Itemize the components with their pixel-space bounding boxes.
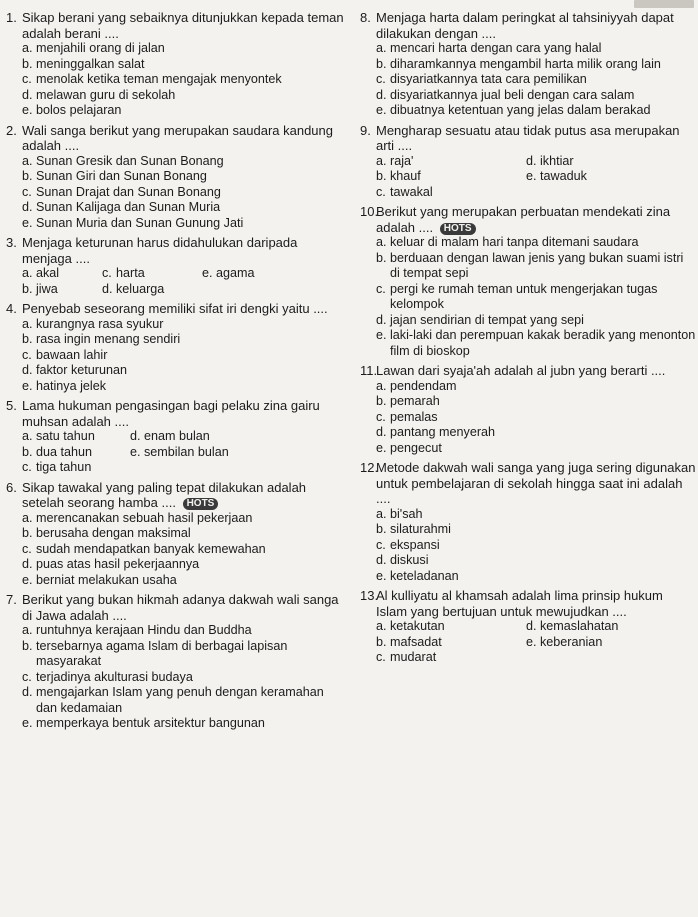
option-text: rasa ingin menang sendiri	[36, 332, 181, 346]
option-text: silaturahmi	[390, 522, 451, 536]
option-text: ketakutan	[390, 619, 445, 633]
option-letter: e.	[22, 572, 33, 587]
answer-option[interactable]	[376, 169, 526, 185]
option-letter: e.	[526, 169, 537, 183]
answer-option[interactable]	[130, 429, 280, 445]
option-letter: c.	[376, 409, 386, 424]
answer-option[interactable]	[526, 169, 626, 185]
option-text: ekspansi	[390, 537, 440, 552]
option-letter: d.	[22, 363, 33, 377]
answer-options	[360, 507, 696, 585]
option-row	[376, 185, 696, 201]
question-stem	[360, 363, 696, 379]
answer-option[interactable]	[526, 635, 646, 651]
question-number: 12.	[360, 460, 379, 475]
option-text: bi'sah	[390, 506, 423, 521]
option-text: pendendam	[390, 378, 457, 393]
option-text: ikhtiar	[540, 153, 574, 168]
option-letter: c.	[22, 72, 32, 86]
question-stem	[6, 235, 346, 266]
question-number: 2.	[6, 122, 17, 138]
option-text: khauf	[390, 169, 421, 183]
option-letter: a.	[22, 153, 33, 168]
option-letter: a.	[376, 619, 387, 633]
question-text-wrap	[376, 10, 696, 41]
answer-option[interactable]	[22, 72, 346, 88]
option-letter: d.	[22, 87, 33, 102]
answer-option[interactable]	[102, 282, 202, 298]
option-row	[22, 266, 346, 282]
option-text: raja'	[390, 153, 414, 168]
answer-option[interactable]	[376, 650, 526, 666]
answer-option[interactable]	[22, 670, 346, 686]
option-letter: b.	[22, 638, 33, 653]
answer-option[interactable]	[22, 511, 346, 527]
option-letter: e.	[22, 103, 33, 117]
answer-option[interactable]	[376, 538, 696, 554]
option-letter: d.	[526, 153, 537, 168]
question-text: Penyebab seseorang memiliki sifat iri dengki yaitu ....	[22, 301, 328, 316]
question-stem	[6, 480, 346, 511]
option-text: kemaslahatan	[540, 619, 619, 633]
answer-options	[360, 379, 696, 457]
answer-option[interactable]	[22, 282, 102, 298]
question-6	[6, 480, 346, 589]
answer-option[interactable]	[376, 635, 526, 651]
answer-option[interactable]	[376, 251, 696, 282]
answer-option[interactable]	[130, 445, 280, 461]
answer-options	[360, 154, 696, 201]
question-text-wrap	[376, 363, 696, 379]
option-text: Sunan Kalijaga dan Sunan Muria	[36, 200, 221, 214]
answer-option[interactable]	[22, 103, 346, 119]
option-letter: d.	[102, 281, 113, 296]
answer-option[interactable]	[376, 569, 696, 585]
answer-option[interactable]	[22, 348, 346, 364]
option-letter: e.	[376, 568, 387, 583]
question-9	[360, 123, 696, 201]
answer-option[interactable]	[22, 557, 346, 573]
left-column	[6, 10, 346, 736]
answer-option[interactable]	[22, 88, 346, 104]
answer-option[interactable]	[22, 573, 346, 589]
option-text: pantang menyerah	[390, 425, 496, 439]
option-text: keluarga	[116, 281, 165, 296]
option-letter: c.	[22, 184, 32, 199]
option-row	[22, 429, 346, 445]
answer-options	[6, 317, 346, 395]
question-text-wrap	[376, 588, 696, 619]
option-text: dua tahun	[36, 444, 93, 459]
question-text-wrap	[22, 398, 346, 429]
answer-option[interactable]	[22, 445, 130, 461]
option-row	[22, 445, 346, 461]
question-stem	[360, 123, 696, 154]
option-text: disyariatkannya jual beli dengan cara salam	[390, 87, 635, 102]
question-7	[6, 592, 346, 732]
answer-option[interactable]	[22, 526, 346, 542]
answer-options	[6, 154, 346, 232]
question-number: 10.	[360, 204, 379, 219]
answer-option[interactable]	[22, 317, 346, 333]
question-stem	[6, 398, 346, 429]
option-text: pengecut	[390, 440, 442, 455]
answer-option[interactable]	[376, 522, 696, 538]
answer-option[interactable]	[22, 169, 346, 185]
option-text: jiwa	[36, 281, 58, 296]
option-text: pemarah	[390, 394, 440, 408]
answer-option[interactable]	[22, 542, 346, 558]
answer-option[interactable]	[22, 460, 130, 476]
option-text: enam bulan	[144, 429, 210, 443]
option-text: harta	[116, 266, 145, 280]
question-11	[360, 363, 696, 456]
option-letter: e.	[526, 634, 537, 649]
question-number: 5.	[6, 398, 17, 413]
option-letter: b.	[376, 56, 387, 71]
question-stem	[360, 10, 696, 41]
answer-options	[360, 41, 696, 119]
answer-options	[6, 623, 346, 732]
option-text: mudarat	[390, 650, 437, 664]
option-text: jajan sendirian di tempat yang sepi	[390, 312, 584, 327]
option-text: terjadinya akulturasi budaya	[36, 669, 193, 684]
question-text: Menjaga harta dalam peringkat al tahsiniyyah dapat dilakukan dengan ....	[376, 10, 674, 41]
option-letter: e.	[376, 103, 387, 117]
answer-option[interactable]	[22, 154, 346, 170]
option-text: Sunan Drajat dan Sunan Bonang	[36, 184, 221, 199]
option-text: berusaha dengan maksimal	[36, 526, 191, 540]
answer-option[interactable]	[202, 266, 292, 282]
question-stem	[6, 592, 346, 623]
question-text: Lawan dari syaja'ah adalah al jubn yang berarti ....	[376, 363, 666, 378]
option-letter: c.	[376, 281, 386, 296]
option-letter: b.	[22, 281, 33, 296]
answer-option[interactable]	[376, 394, 696, 410]
question-text: Berikut yang bukan hikmah adanya dakwah wali sanga di Jawa adalah ....	[22, 592, 339, 623]
answer-option[interactable]	[22, 716, 346, 732]
question-number: 3.	[6, 235, 17, 250]
option-text: tawaduk	[540, 169, 587, 183]
answer-option[interactable]	[376, 72, 696, 88]
answer-option[interactable]	[22, 429, 130, 445]
option-text: diskusi	[390, 553, 429, 567]
option-text: memperkaya bentuk arsitektur bangunan	[36, 716, 265, 730]
option-letter: c.	[22, 347, 32, 362]
option-letter: a.	[22, 316, 33, 331]
option-letter: b.	[22, 444, 33, 459]
option-letter: d.	[130, 429, 141, 443]
question-number: 1.	[6, 10, 17, 25]
option-letter: d.	[376, 425, 387, 439]
option-letter: d.	[22, 557, 33, 571]
question-text: Sikap tawakal yang paling tepat dilakukan adalah setelah seorang hamba ....	[22, 479, 307, 510]
question-text: Al kulliyatu al khamsah adalah lima prinsip hukum Islam yang bertujuan untuk mewujudkan ....	[376, 588, 663, 619]
answer-options	[6, 511, 346, 589]
question-text: Sikap berani yang sebaiknya ditunjukkan kepada teman adalah berani ....	[22, 10, 344, 41]
option-letter: a.	[22, 623, 33, 637]
option-text: Sunan Gresik dan Sunan Bonang	[36, 153, 224, 168]
option-text: diharamkannya mengambil harta milik orang lain	[390, 56, 661, 71]
option-letter: d.	[22, 200, 33, 214]
answer-option[interactable]	[22, 363, 346, 379]
option-text: Sunan Muria dan Sunan Gunung Jati	[36, 215, 244, 230]
question-text-wrap	[22, 592, 346, 623]
option-text: dibuatnya ketentuan yang jelas dalam berakad	[390, 103, 651, 117]
option-row	[22, 460, 346, 476]
answer-option[interactable]	[22, 216, 346, 232]
option-letter: e.	[376, 328, 387, 342]
option-letter: b.	[22, 169, 33, 183]
option-text: Sunan Giri dan Sunan Bonang	[36, 169, 207, 183]
question-stem	[360, 588, 696, 619]
option-text: pergi ke rumah teman untuk mengerjakan tugas kelompok	[390, 281, 658, 311]
option-letter: e.	[22, 716, 33, 730]
option-text: mafsadat	[390, 634, 442, 649]
answer-option[interactable]	[376, 185, 526, 201]
option-letter: c.	[22, 460, 32, 474]
question-stem	[360, 204, 696, 235]
hots-badge: HOTS	[440, 223, 476, 235]
answer-options	[360, 619, 696, 666]
option-text: tersebarnya agama Islam di berbagai lapisan masyarakat	[36, 638, 288, 668]
option-letter: a.	[376, 41, 387, 55]
option-letter: a.	[376, 235, 387, 249]
question-number: 6.	[6, 479, 17, 495]
option-letter: c.	[102, 266, 112, 280]
question-number: 13.	[360, 588, 379, 603]
question-text: Berikut yang merupakan perbuatan mendekati zina adalah ....	[376, 204, 671, 235]
option-text: mengajarkan Islam yang penuh dengan keramahan dan kedamaian	[36, 685, 324, 715]
option-letter: e.	[22, 215, 33, 230]
question-number: 8.	[360, 10, 371, 25]
answer-option[interactable]	[376, 154, 526, 170]
question-3	[6, 235, 346, 297]
answer-option[interactable]	[376, 57, 696, 73]
option-text: hatinya jelek	[36, 378, 107, 393]
answer-option[interactable]	[102, 266, 202, 282]
option-text: bolos pelajaran	[36, 103, 122, 117]
answer-option[interactable]	[376, 425, 696, 441]
question-number: 11.	[360, 363, 378, 378]
answer-option[interactable]	[376, 235, 696, 251]
answer-option[interactable]	[376, 328, 696, 359]
option-text: puas atas hasil pekerjaannya	[36, 557, 200, 571]
question-text: Wali sanga berikut yang merupakan saudara kandung adalah ....	[22, 122, 333, 153]
option-letter: e.	[22, 378, 33, 393]
option-letter: c.	[376, 72, 386, 86]
question-8	[360, 10, 696, 119]
option-text: merencanakan sebuah hasil pekerjaan	[36, 510, 253, 525]
option-letter: e.	[130, 444, 141, 459]
option-letter: b.	[22, 526, 33, 540]
answer-option[interactable]	[526, 154, 626, 170]
option-row	[376, 169, 696, 185]
option-text: sudah mendapatkan banyak kemewahan	[36, 541, 266, 556]
option-text: melawan guru di sekolah	[36, 87, 176, 102]
question-10	[360, 204, 696, 359]
option-text: tawakal	[390, 184, 433, 199]
option-letter: d.	[376, 312, 387, 327]
question-text-wrap	[376, 123, 696, 154]
answer-option[interactable]	[376, 553, 696, 569]
option-text: keteladanan	[390, 568, 459, 583]
option-text: berniat melakukan usaha	[36, 572, 177, 587]
answer-option[interactable]	[22, 379, 346, 395]
option-text: kurangnya rasa syukur	[36, 316, 164, 331]
right-column	[360, 10, 696, 670]
question-text-wrap	[22, 480, 346, 511]
option-letter: b.	[22, 56, 33, 71]
answer-option[interactable]	[22, 200, 346, 216]
question-text: Mengharap sesuatu atau tidak putus asa merupakan arti ....	[376, 122, 680, 153]
question-text-wrap	[22, 123, 346, 154]
option-text: satu tahun	[36, 429, 95, 443]
option-letter: a.	[22, 510, 33, 525]
answer-option[interactable]	[376, 619, 526, 635]
question-number: 9.	[360, 122, 371, 138]
option-text: disyariatkannya tata cara pemilikan	[390, 72, 587, 86]
option-letter: a.	[22, 429, 33, 443]
option-letter: c.	[376, 537, 386, 552]
question-1	[6, 10, 346, 119]
option-row	[22, 282, 346, 298]
option-text: meninggalkan salat	[36, 56, 145, 71]
option-text: menjahili orang di jalan	[36, 41, 165, 55]
question-stem	[6, 301, 346, 317]
option-letter: b.	[376, 250, 387, 265]
answer-options	[6, 41, 346, 119]
question-12	[360, 460, 696, 584]
option-letter: e.	[202, 266, 213, 280]
question-5	[6, 398, 346, 476]
answer-option[interactable]	[376, 379, 696, 395]
question-text-wrap	[376, 204, 696, 235]
answer-option[interactable]	[376, 441, 696, 457]
answer-option[interactable]	[526, 619, 646, 635]
question-text-wrap	[22, 10, 346, 41]
option-text: faktor keturunan	[36, 363, 128, 377]
option-letter: d.	[376, 87, 387, 102]
option-letter: b.	[376, 634, 387, 649]
option-text: menolak ketika teman mengajak menyontek	[36, 72, 282, 86]
question-2	[6, 123, 346, 232]
option-text: akal	[36, 266, 60, 280]
answer-option[interactable]	[376, 410, 696, 426]
option-letter: c.	[376, 184, 386, 199]
option-text: pemalas	[390, 409, 438, 424]
option-row	[376, 619, 696, 635]
question-13	[360, 588, 696, 666]
option-text: berduaan dengan lawan jenis yang bukan suami istri di tempat sepi	[390, 250, 684, 280]
option-text: tiga tahun	[36, 460, 92, 474]
answer-options	[6, 429, 346, 476]
hots-badge: HOTS	[183, 498, 219, 510]
option-text: keberanian	[540, 634, 603, 649]
option-text: bawaan lahir	[36, 347, 108, 362]
option-letter: b.	[22, 332, 33, 346]
answer-options	[6, 266, 346, 297]
option-letter: d.	[22, 685, 33, 699]
option-letter: c.	[22, 669, 32, 684]
answer-option[interactable]	[376, 41, 696, 57]
answer-option[interactable]	[376, 282, 696, 313]
question-stem	[360, 460, 696, 507]
option-letter: a.	[22, 266, 33, 280]
option-letter: a.	[376, 378, 387, 393]
answer-option[interactable]	[22, 41, 346, 57]
question-4	[6, 301, 346, 394]
question-number: 4.	[6, 301, 17, 316]
question-text-wrap	[22, 235, 346, 266]
answer-option[interactable]	[22, 266, 102, 282]
answer-option[interactable]	[376, 88, 696, 104]
option-letter: b.	[376, 522, 387, 536]
option-text: agama	[216, 266, 255, 280]
answer-option[interactable]	[376, 103, 696, 119]
answer-option[interactable]	[376, 507, 696, 523]
option-text: keluar di malam hari tanpa ditemani saudara	[390, 235, 639, 249]
option-letter: c.	[376, 650, 386, 664]
answer-option[interactable]	[22, 185, 346, 201]
question-text-wrap	[22, 301, 346, 317]
option-text: runtuhnya kerajaan Hindu dan Buddha	[36, 623, 252, 637]
option-letter: e.	[376, 440, 387, 455]
option-letter: b.	[376, 169, 387, 183]
option-letter: a.	[376, 506, 387, 521]
question-text: Menjaga keturunan harus didahulukan daripada menjaga ....	[22, 235, 298, 266]
answer-option[interactable]	[22, 332, 346, 348]
answer-option[interactable]	[22, 639, 346, 670]
answer-option[interactable]	[376, 313, 696, 329]
option-row	[376, 635, 696, 651]
answer-option[interactable]	[22, 57, 346, 73]
option-letter: c.	[22, 541, 32, 556]
question-text: Lama hukuman pengasingan bagi pelaku zina gairu muhsan adalah ....	[22, 398, 320, 429]
option-letter: b.	[376, 394, 387, 408]
option-text: sembilan bulan	[144, 444, 229, 459]
answer-options	[360, 235, 696, 359]
question-text: Metode dakwah wali sanga yang juga sering digunakan untuk pembelajaran di sekolah hingga saat ini adalah ....	[376, 460, 696, 506]
option-text: mencari harta dengan cara yang halal	[390, 41, 602, 55]
answer-option[interactable]	[22, 685, 346, 716]
corner-stamp	[634, 0, 694, 8]
option-letter: d.	[526, 619, 537, 633]
question-stem	[6, 123, 346, 154]
question-number: 7.	[6, 592, 17, 607]
option-letter: a.	[22, 41, 33, 55]
question-stem	[6, 10, 346, 41]
option-text: laki-laki dan perempuan kakak beradik yang menonton film di bioskop	[390, 328, 696, 358]
option-letter: a.	[376, 153, 387, 168]
option-row	[376, 650, 696, 666]
option-letter: d.	[376, 553, 387, 567]
option-row	[376, 154, 696, 170]
question-text-wrap	[376, 460, 696, 507]
answer-option[interactable]	[22, 623, 346, 639]
